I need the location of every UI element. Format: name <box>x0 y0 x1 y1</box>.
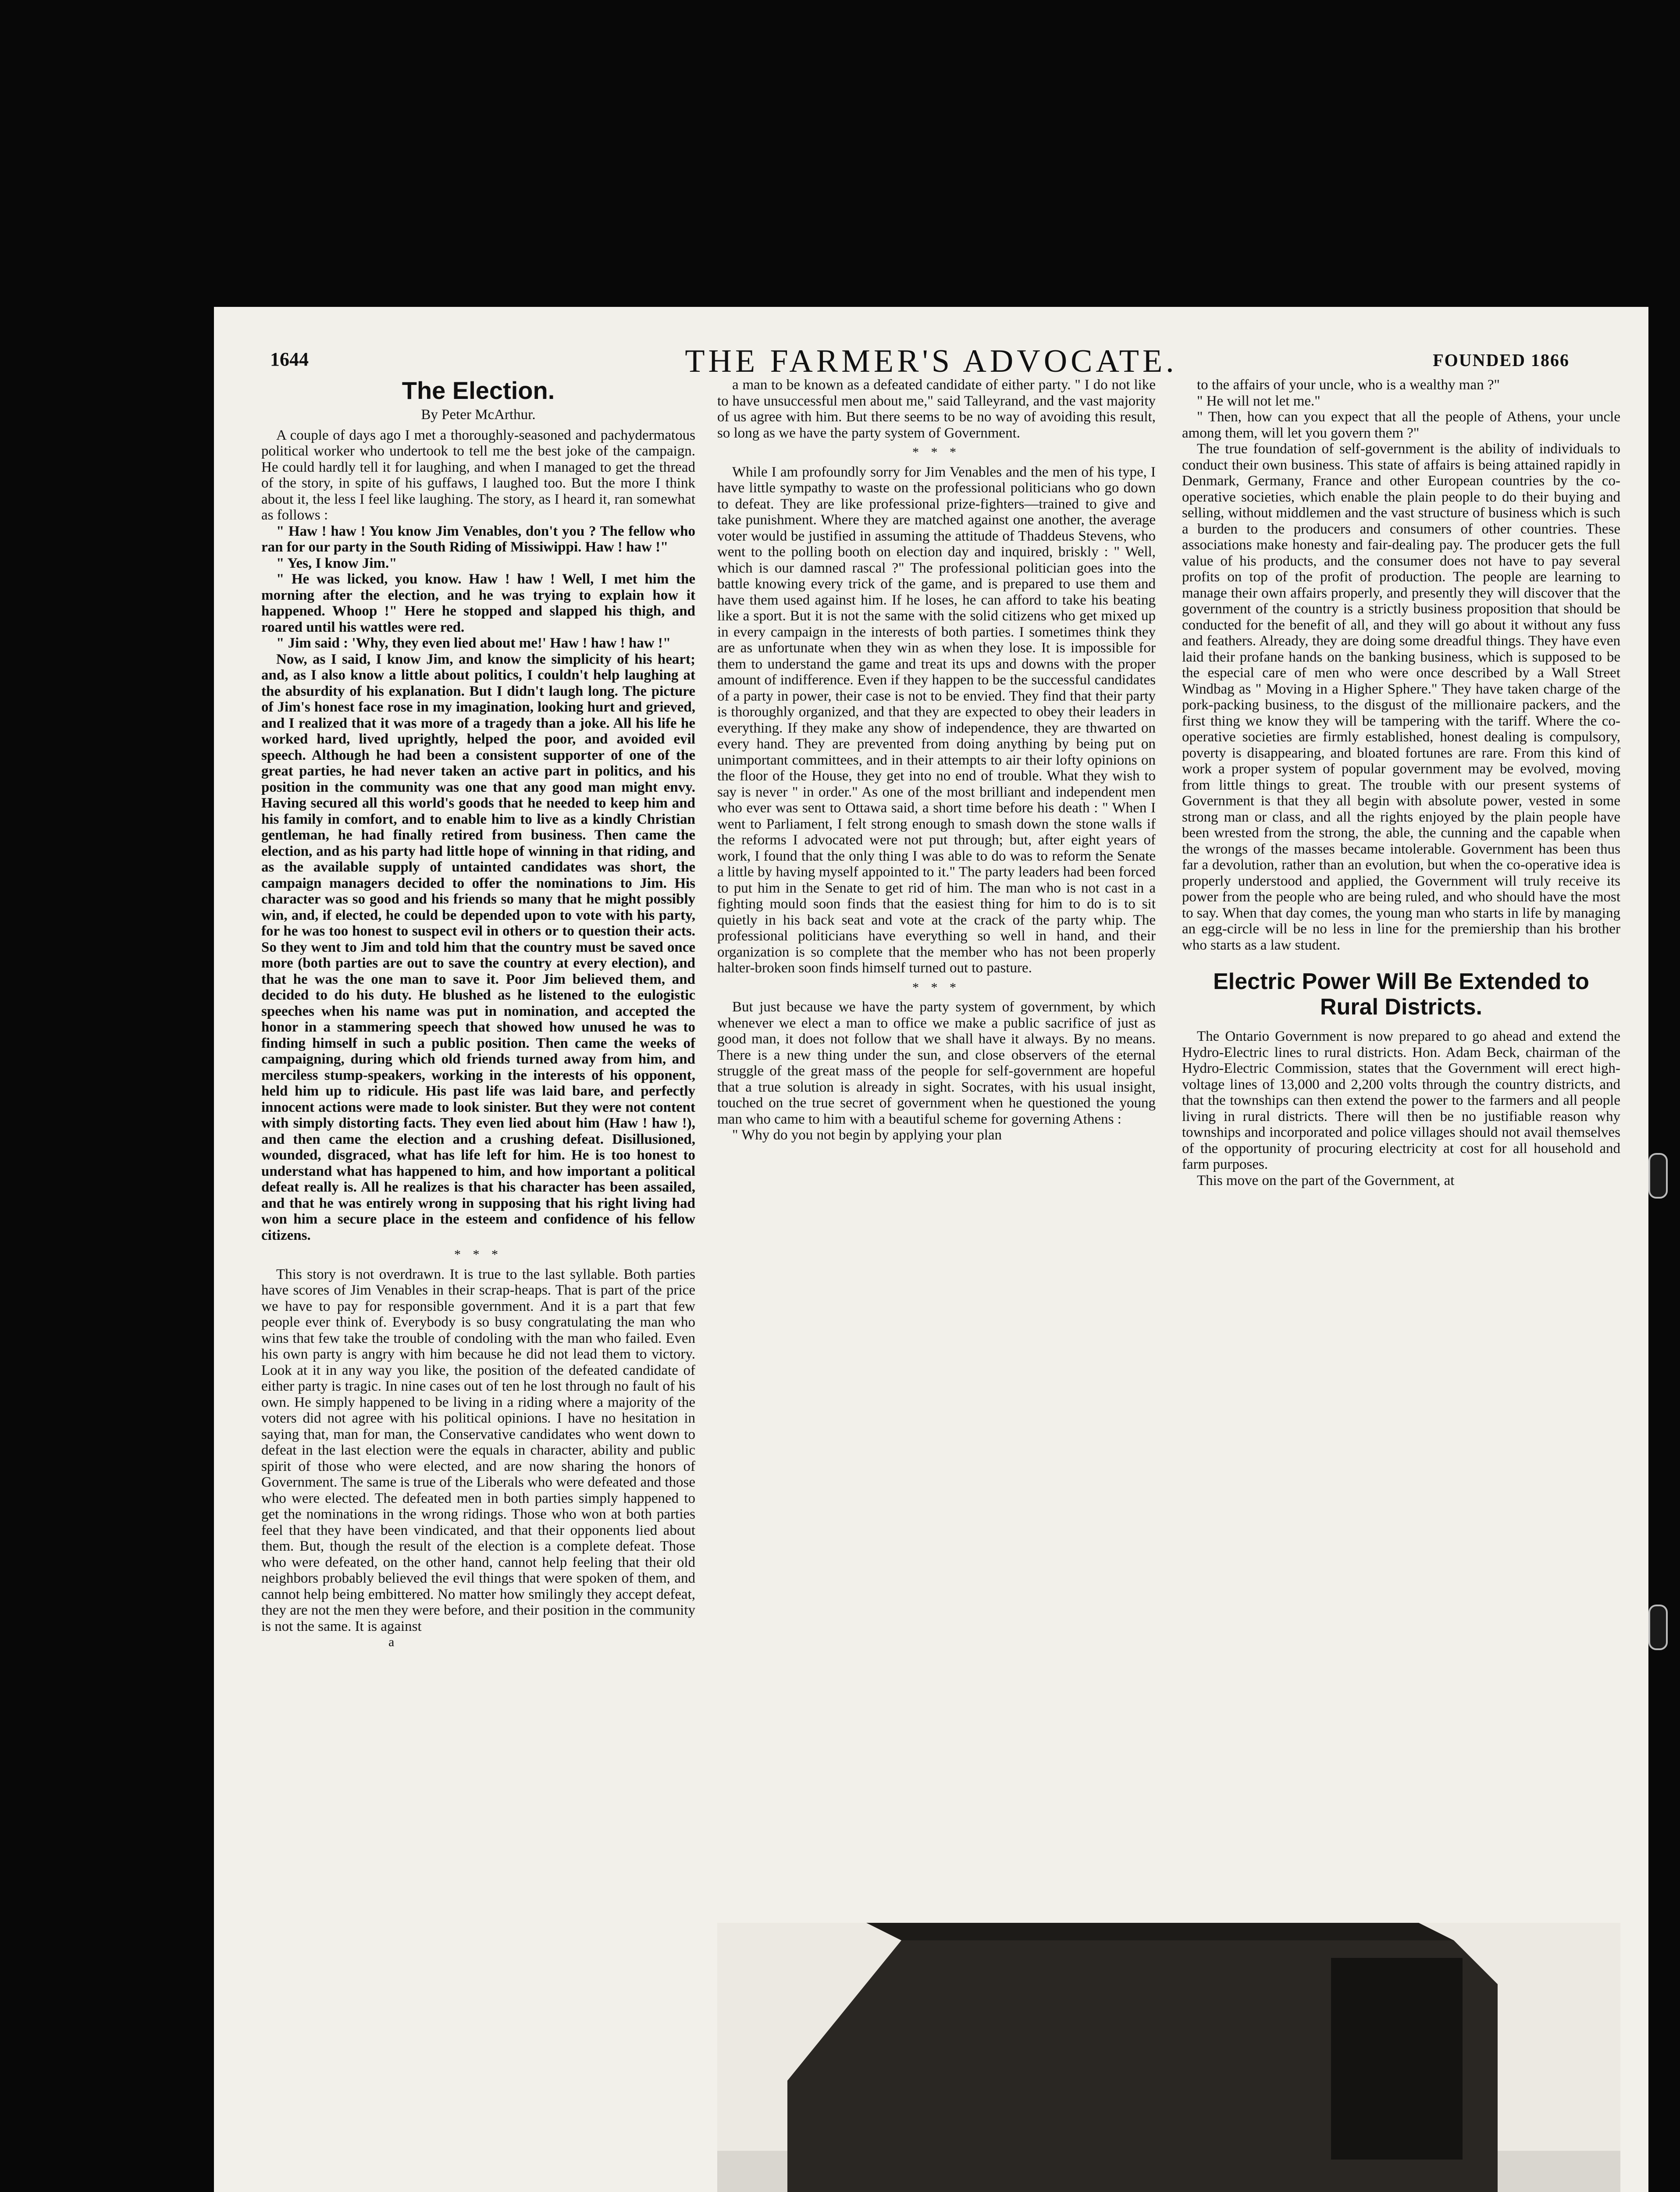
section-divider: * * * <box>454 1247 502 1262</box>
paragraph: " Then, how can you expect that all the people of Athens, your uncle among them, will let you govern them ?" <box>1182 409 1620 441</box>
paragraph: a man to be known as a defeated candidate of either party. " I do not like to have unsuccessful men about me," said Talleyrand, and the vast majority of us agree with him. But there seems to be no way of avoiding this result, so long as we have the party system of Government. <box>717 377 1156 441</box>
page-mark: a <box>388 1635 395 1649</box>
barn-photo-image <box>717 1923 1620 2192</box>
farm-photograph <box>717 1923 1620 2192</box>
paragraph: " Yes, I know Jim." <box>276 555 397 571</box>
masthead: THE FARMER'S ADVOCATE. <box>685 343 1178 379</box>
column-1 <box>261 377 695 1651</box>
paragraph: " Jim said : 'Why, they even lied about me!' Haw ! haw ! haw !" <box>276 635 671 651</box>
paragraph: " Why do you not begin by applying your plan <box>732 1127 1002 1143</box>
binding-clip <box>1648 1153 1668 1199</box>
founded-label: FOUNDED 1866 <box>1433 350 1570 370</box>
column-2 <box>717 377 1156 1143</box>
paragraph: The true foundation of self-government is the ability of individuals to conduct their own business. This state of affairs is being attained rapidly in Denmark, Germany, France and other European countries by the co-operative societies, which enable the plain people to do their buying and selling, without middlemen and the vast structure of business which is such a burden to the producers and consumers of other countries. These associations make honesty and fair-dealing pay. The producer gets the full value of his products, and the consumer does not have to pay several profits on top of the profit of production. The people are learning to manage their own affairs properly, and presently they will discover that the government of the country is a strictly business proposition that should be conducted for the benefit of all, and they will go about it without any fuss and feathers. Already, they are doing some dreadful things. They have even laid their profane hands on the banking business, which is supposed to be the especial care of men who were once described by a Wall Street Windbag as " Moving in a Higher Sphere." They have taken charge of the pork-packing business, to the disgust of the millionaire packers, and the first thing we know they will be tampering with the tariff. Where the co-operative societies are firmly established, honest dealing is compulsory, poverty is disappearing, and bloated fortunes are rare. From this kind of work a proper system of popular government may be evolved, moving from little things to great. The trouble with our present systems of Government is that they all begin with absolute power, vested in some strong man or class, and all the rights enjoyed by the plain people have been wrested from the strong, the able, the cunning and the capable when the wrongs of the masses became intolerable. Government has been thus far a devolution, rather than an evolution, but when the co-operative idea is properly understood and applied, the Government will truly receive its power from the people who are being ruled, and who should have the most to say. When that day comes, the young man who starts in life by managing an egg-circle will be no less in line for the premiership than his brother who starts as a law student. <box>1182 441 1620 953</box>
section-divider: * * * <box>912 980 961 995</box>
article-title-electric-power: Electric Power Will Be Extended to Rural Districts. <box>1213 969 1589 1020</box>
paragraph: Now, as I said, I know Jim, and know the simplicity of his heart; and, as I also know a little about politics, I couldn't help laughing at the absurdity of his explanation. But I didn't laugh long. The picture of Jim's honest face rose in my imagination, looking hurt and grieved, and I realized that it was more of a tragedy than a joke. All his life he worked hard, lived uprightly, helped the poor, and avoided evil speech. Although he had been a consistent supporter of one of the great parties, he had never taken an active part in politics, and his position in the community was one that any good man might envy. Having secured all this world's goods that he needed to keep him and his family in comfort, and to enable him to live as a kindly Christian gentleman, he had finally retired from business. Then came the election, and as his party had little hope of winning in that riding, and as the available supply of untainted candidates was short, the campaign managers decided to offer the nominations to Jim. His character was so good and his friends so many that he might possibly win, and, if elected, he could be depended upon to vote with his party, for he was too honest to suspect evil in others or to question their acts. So they went to Jim and told him that the country must be saved once more (both parties are out to save the country at every election), and that he was the one man to save it. Poor Jim believed them, and decided to do his duty. He blushed as he listened to the eulogistic speeches when his name was put in nomination, and accepted the honor in a stammering speech that showed how unused he was to finding himself in such a public position. Then came the weeks of campaigning, during which old friends turned away from him, and merciless stump-speakers, working in the interests of his opponent, held him up to ridicule. His past life was laid bare, and perfectly innocent actions were made to look sinister. But they were not content with simply distorting facts. They even lied about him (Haw ! haw !), and then came the election and a crushing defeat. Disillusioned, wounded, disgraced, what has life left for him. He is too honest to understand what has happened to him, and how important a political defeat really is. All he realizes is that his character has been assailed, and that he was entirely wrong in supposing that his right living had won him a secure place in the esteem and confidence of his fellow citizens. <box>261 651 695 1243</box>
paragraph: " He was licked, you know. Haw ! haw ! Well, I met him the morning after the election, and he was trying to explain how it happened. Whoop !" Here he stopped and slapped his thigh, and roared until his wattles were red. <box>261 571 695 635</box>
paragraph: The Ontario Government is now prepared to go ahead and extend the Hydro-Electric lines to rural districts. Hon. Adam Beck, chairman of the Hydro-Electric Commission, states that the Government will erect high-voltage lines of 13,000 and 2,200 volts through the country districts, and that the townships can then extend the power to the farmers and all people living in rural districts. There will then be no justifiable reason why townships and incorporated and police villages should not avail themselves of the opportunity of procuring electricity at cost for all household and farm purposes. <box>1182 1028 1620 1172</box>
newspaper-page <box>214 307 1648 2192</box>
paragraph: This move on the part of the Government, at <box>1197 1172 1455 1189</box>
section-divider: * * * <box>912 445 961 459</box>
page-number: 1644 <box>270 349 309 370</box>
binding-clip <box>1648 1605 1668 1650</box>
paragraph: " Haw ! haw ! You know Jim Venables, don't you ? The fellow who ran for our party in the South Riding of Missiwippi. Haw ! haw !" <box>261 523 695 555</box>
paragraph: While I am profoundly sorry for Jim Venables and the men of his type, I have little sympathy to waste on the professional politicians who go down to defeat. They are like professional prize-fighters—trained to give and take punishment. Where they are matched against one another, the average voter would be justified in assuming the attitude of Thaddeus Stevens, who went to the polling booth on election day and inquired, briskly : " Well, which is our damned rascal ?" The professional politician goes into the battle knowing every trick of the game, and is prepared to use them and have them used against him. If he loses, he can afford to take his beating like a sport. But it is not the same with the solid citizens who get mixed up in every campaign in the interests of both parties. I sometimes think they are as unfortunate when they win as when they lose. It is impossible for them to understand the game and treat its ups and downs with the proper amount of indifference. Even if they happen to be the successful candidates of a party in power, their case is not to be envied. They find that their party is thoroughly organized, and that they are expected to obey their leaders in everything. If they make any show of independence, they are thwarted on every hand. They are prevented from doing anything by being put on unimportant committees, and in their attempts to air their lofty opinions on the floor of the House, they get into no end of trouble. What they wish to say is never " in order." As one of the most brilliant and independent men who ever was sent to Ottawa said, a short time before his death : " When I went to Parliament, I felt strong enough to smash down the stone walls if the reforms I advocated were not put through; but, after eight years of work, I found that the only thing I was able to do was to reform the Senate a little by having myself appointed to it." The party leaders had been forced to put him in the Senate to get rid of him. The man who is not cast in a fighting mould soon finds that the easiest thing for him to do is to sit quietly in his back seat and vote at the crack of the party whip. The professional politicians have everything so well in hand, and their organization is so complete that the member who has not been properly halter-broken soon finds himself turned out to pasture. <box>717 464 1156 976</box>
page-header <box>214 330 1648 378</box>
article-byline: By Peter McArthur. <box>421 407 536 423</box>
article-title-election: The Election. <box>402 377 555 404</box>
column-3 <box>1182 377 1620 1189</box>
paragraph: A couple of days ago I met a thoroughly-seasoned and pachydermatous political worker who undertook to tell me the best joke of the campaign. He could hardly tell it for laughing, and when I managed to get the thread of the story, in spite of his guffaws, I laughed too. But the more I think about it, the less I feel like laughing. The story, as I heard it, ran somewhat as follows : <box>261 427 695 523</box>
paragraph: to the affairs of your uncle, who is a wealthy man ?" <box>1197 377 1500 393</box>
paragraph: But just because we have the party system of government, by which whenever we elect a man to office we make a public sacrifice of just as good man, it does not follow that we shall have it always. By no means. There is a new thing under the sun, and close observers of the eternal struggle of the great mass of the people for self-government are hopeful that a true solution is already in sight. Socrates, with his usual insight, touched on the true secret of government when he questioned the young man who came to him with a beautiful scheme for governing Athens : <box>717 999 1156 1127</box>
paragraph: " He will not let me." <box>1197 393 1321 409</box>
paragraph: This story is not overdrawn. It is true to the last syllable. Both parties have scores of Jim Venables in their scrap-heaps. That is part of the price we have to pay for responsible government. And it is a part that few people ever think of. Everybody is so busy congratulating the man who wins that few take the trouble of condoling with the man who failed. Even his own party is angry with him because he did not lead them to victory. Look at it in any way you like, the position of the defeated candidate of either party is tragic. In nine cases out of ten he lost through no fault of his own. He simply happened to be living in a riding where a majority of the voters did not agree with his political opinions. I have no hesitation in saying that, man for man, the Conservative candidates who went down to defeat in the last election were the equals in character, ability and public spirit of those who were elected, and are now sharing the honors of Government. The same is true of the Liberals who were defeated and those who were elected. The defeated men in both parties simply happened to get the nominations in the wrong ridings. Those who won at both parties feel that they have been vindicated, and that their opponents lied about them. But, though the result of the election is a complete defeat. Those who were defeated, on the other hand, cannot help feeling that their old neighbors probably believed the evil things that were spoken of them, and cannot help being embittered. No matter how smilingly they accept defeat, they are not the men they were before, and their position in the community is not the same. It is against <box>261 1266 695 1634</box>
